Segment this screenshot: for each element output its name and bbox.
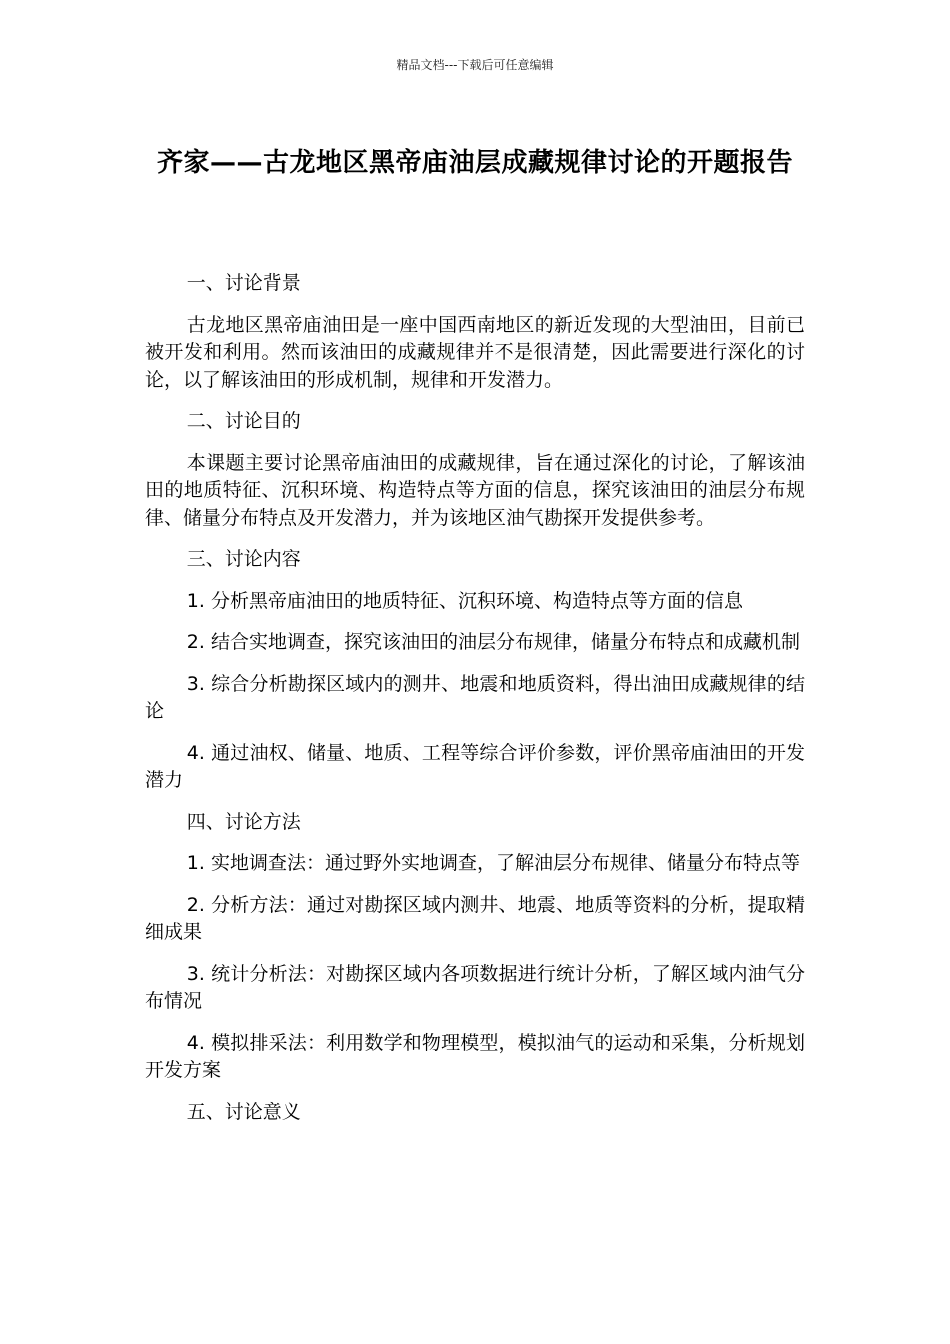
paragraph-purpose: 本课题主要讨论黑帝庙油田的成藏规律，旨在通过深化的讨论，了解该油田的地质特征、沉积环境、构造特点等方面的信息，探究该油田的油层分布规律、储量分布特点及开发潜力，并为该地区油气勘探开发提供参考。 bbox=[145, 451, 805, 529]
document-title: 齐家——古龙地区黑帝庙油层成藏规律讨论的开题报告 bbox=[156, 148, 793, 178]
document-body bbox=[145, 270, 805, 1140]
page-header: 精品文档---下载后可任意编辑 bbox=[396, 58, 554, 72]
section-heading-significance: 五、讨论意义 bbox=[186, 1100, 301, 1123]
content-item-3: 3. 综合分析勘探区域内的测井、地震和地质资料，得出油田成藏规律的结论 bbox=[145, 672, 805, 722]
content-item-1: 1. 分析黑帝庙油田的地质特征、沉积环境、构造特点等方面的信息 bbox=[186, 589, 743, 612]
section-heading-background: 一、讨论背景 bbox=[186, 272, 301, 294]
section-heading-methods: 四、讨论方法 bbox=[186, 810, 301, 833]
paragraph-background: 古龙地区黑帝庙油田是一座中国西南地区的新近发现的大型油田，目前已被开发和利用。然而该油田的成藏规律并不是很清楚，因此需要进行深化的讨论，以了解该油田的形成机制，规律和开发潜力。 bbox=[145, 313, 805, 391]
method-item-2: 2. 分析方法：通过对勘探区域内测井、地震、地质等资料的分析，提取精细成果 bbox=[145, 893, 805, 943]
content-item-2: 2. 结合实地调查，探究该油田的油层分布规律，储量分布特点和成藏机制 bbox=[186, 631, 800, 653]
method-item-1: 1. 实地调查法：通过野外实地调查，了解油层分布规律、储量分布特点等 bbox=[186, 852, 800, 874]
method-item-4: 4. 模拟排采法：利用数学和物理模型，模拟油气的运动和采集，分析规划开发方案 bbox=[145, 1031, 805, 1081]
section-heading-content: 三、讨论内容 bbox=[186, 548, 301, 570]
section-heading-purpose: 二、讨论目的 bbox=[186, 410, 301, 432]
method-item-3: 3. 统计分析法：对勘探区域内各项数据进行统计分析，了解区域内油气分布情况 bbox=[145, 962, 805, 1012]
content-item-4: 4. 通过油权、储量、地质、工程等综合评价参数，评价黑帝庙油田的开发潜力 bbox=[145, 741, 805, 791]
